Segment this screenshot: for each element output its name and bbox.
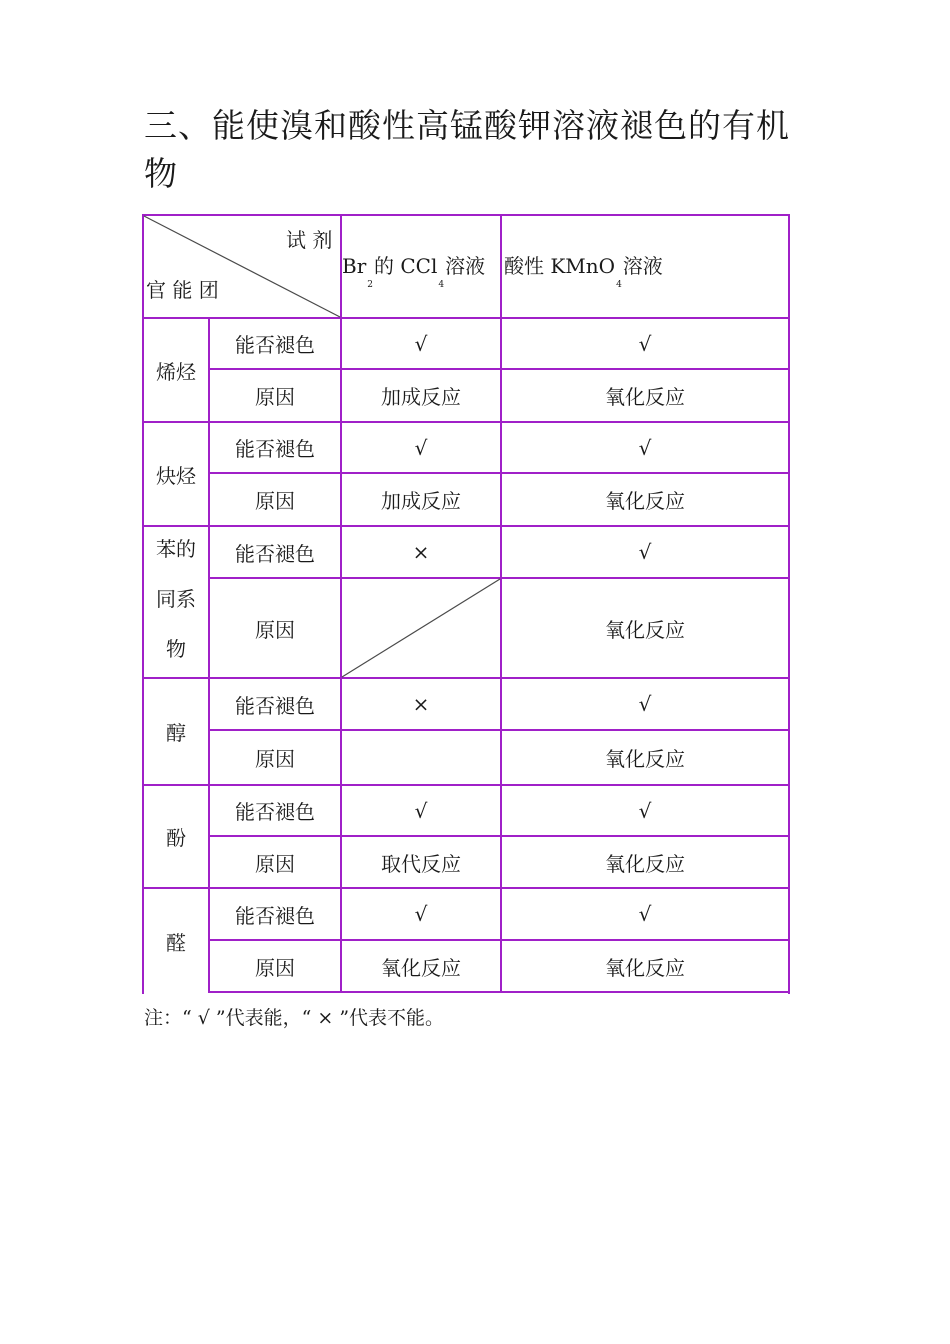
row-label-fade: 能否褪色 [235,541,315,566]
header-functional-group-label: 官 能 团 [146,278,219,302]
br2-reason-value: 加成反应 [381,385,461,409]
group-label-benzene-homologs [144,524,208,674]
kmno4-reason-value: 氧化反应 [605,747,685,771]
row-label-reason: 原因 [255,617,295,642]
row-label-reason: 原因 [255,747,295,771]
table-border-bottom [208,991,790,993]
br2-reason-value [342,731,500,784]
group-label-aldehyde: 醛 [166,930,186,955]
group-label-alcohol: 醇 [166,721,186,745]
kmno4-reason-value: 氧化反应 [605,385,685,409]
br2-reason-value: 加成反应 [381,489,461,513]
group-label-line: 同系 [156,587,196,611]
reagent-table [142,214,790,994]
kmno4-fade-value: √ [638,331,652,356]
page-title: 三、能使溴和酸性高锰酸钾溶液褪色的有机物 [144,106,790,193]
kmno4-fade-value: √ [638,902,652,926]
row-label-fade: 能否褪色 [235,693,315,718]
group-label-line: 苯的 [156,537,196,561]
kmno4-reason-value: 氧化反应 [605,617,685,642]
kmno4-fade-value: √ [638,692,652,716]
br2-fade-value: √ [414,331,428,356]
row-label-reason: 原因 [255,385,295,409]
kmno4-reason-value: 氧化反应 [605,955,685,980]
row-label-fade: 能否褪色 [235,800,315,824]
header-br2-ccl4: $Br_2$的 CCl$_4$溶液 [342,254,486,290]
table-border-right [788,214,790,994]
br2-reason-value: 氧化反应 [381,955,461,980]
not-applicable-diagonal-line [342,579,500,677]
group-label-phenol: 酚 [166,826,186,850]
footnote: 注：“ √ ”代表能，“ × ”代表不能。 [144,1007,445,1029]
br2-fade-value: √ [414,798,428,823]
br2-fade-value: √ [414,902,428,926]
kmno4-reason-value: 氧化反应 [605,489,685,513]
group-label-line: 物 [166,637,186,661]
kmno4-reason-value: 氧化反应 [605,851,685,876]
row-label-fade: 能否褪色 [235,437,315,461]
kmno4-fade-value: √ [638,540,652,564]
group-label-alkyne: 炔烃 [156,463,196,488]
row-label-reason: 原因 [255,955,295,980]
row-label-reason: 原因 [255,851,295,876]
row-label-fade: 能否褪色 [235,333,315,357]
header-reagent-label: 试 剂 [286,228,333,252]
header-acidic-kmno4: 酸性 KMnO$_4$溶液 [504,254,663,290]
br2-fade-value: √ [414,435,428,460]
br2-fade-value: × [412,692,430,716]
kmno4-fade-value: √ [638,798,652,823]
row-label-fade: 能否褪色 [235,903,315,928]
br2-fade-value: × [412,540,430,564]
group-label-alkene: 烯烃 [156,359,196,384]
br2-reason-value: 取代反应 [381,851,461,876]
row-label-reason: 原因 [255,489,295,513]
kmno4-fade-value: √ [638,435,652,460]
